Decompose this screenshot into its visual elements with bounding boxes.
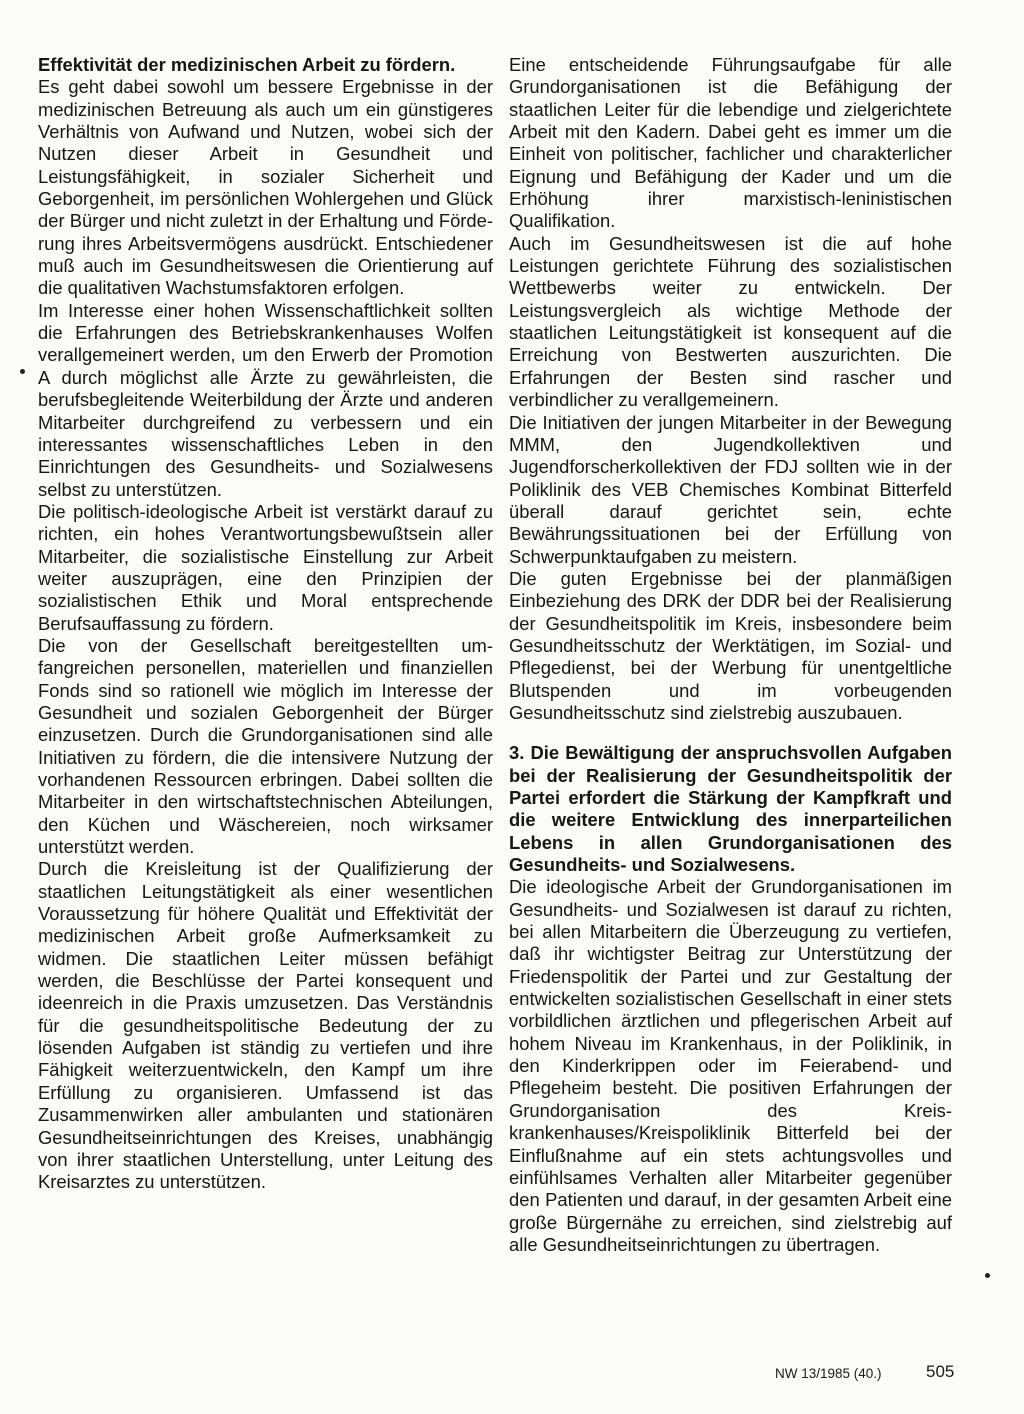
margin-dot-icon: [985, 1273, 990, 1278]
paragraph: Im Interesse einer hohen Wissenschaftlichkeit sollten die Erfahrungen des Betriebskrankenhauses Wolfen verallgemeinert werden, um den Erwerb der Promotion A durch möglichst alle Ärzte zu gewährleisten, die berufsbegleitende Weiterbildung der Ärzte und anderen Mitarbeiter durchgreifend zu verbessern und ein interessantes wissenschaftliches Leben in den Einrichtungen des Gesundheits- und Sozialwesens selbst zu unterstützen.: [38, 299, 493, 500]
paragraph: Die ideologische Arbeit der Grundorganisationen im Gesundheits- und Sozialwesen ist darauf zu richten, bei allen Mitarbeitern die Überzeugung zu vertiefen, daß ihr wichtigster Beitrag zur Unterstützung der Friedenspolitik der Partei und zur Gestaltung der entwickelten sozialistischen Gesellschaft in einer stets vorbildlichen ärztlichen und pflegerischen Arbeit auf hohem Niveau im Krankenhaus, in der Poliklinik, in den Kinderkrippen oder im Feierabend- und Pflegeheim besteht. Die positiven Erfahrungen der Grundorganisation des Kreiskrankenhauses/Kreispoliklinik Bitterfeld bei der Einflußnahme auf ein stets achtungsvolles und einfühlsames Verhalten aller Mitarbeiter gegenüber den Patienten und darauf, in der gesamten Arbeit eine große Bürgernähe zu erreichen, sind zielstrebig auf alle Gesundheitseinrichtungen zu übertragen.: [509, 876, 952, 1255]
paragraph: Durch die Kreisleitung ist der Qualifizierung der staatlichen Leitungstätigkeit als einer wesentlichen Voraussetzung für höhere Qualität und Effektivität der medizinischen Arbeit große Aufmerksamkeit zu widmen. Die staatlichen Leiter müssen befähigt werden, die Beschlüsse der Partei konsequent und ideenreich in die Praxis umzusetzen. Das Verständnis für die gesundheitspolitische Bedeutung der zu lösenden Aufgaben ist ständig zu vertiefen und ihre Fähigkeit weiterzuentwickeln, den Kampf um ihre Erfüllung zu organisieren. Umfassend ist das Zusammenwirken aller ambulanten und stationären Gesundheitseinrichtungen des Kreises, unabhängig von ihrer staatlichen Unterstellung, unter Leitung des Kreisarztes zu unterstützen.: [38, 858, 493, 1193]
paragraph: Eine entscheidende Führungsaufgabe für alle Grundorganisationen ist die Befähigung der staatlichen Leiter für die lebendige und zielgerichtete Arbeit mit den Kadern. Dabei geht es immer um die Einheit von politischer, fachlicher und charakterlicher Eignung und Befähigung der Kader und um die Erhöhung ihrer marxistisch-leninistischen Qualifikation.: [509, 54, 952, 232]
publication-reference: NW 13/1985 (40.): [775, 1366, 882, 1381]
right-column: [509, 54, 952, 1256]
paragraph: Die guten Ergebnisse bei der planmäßigen Einbeziehung des DRK der DDR bei der Realisierung der Gesundheitspolitik im Kreis, insbesondere beim Gesundheitsschutz der Werktätigen, im Sozial- und Pflegedienst, bei der Werbung für unentgeltliche Blutspenden und im vorbeugenden Gesundheitsschutz sind zielstrebig auszubauen.: [509, 567, 952, 723]
continued-heading: Effektivität der medizinischen Arbeit zu fördern.: [38, 54, 456, 75]
paragraph: Die Initiativen der jungen Mitarbeiter in der Bewegung MMM, den Jugendkollektiven und Jugendforscherkollektiven der FDJ sollten wie in der Poliklinik des VEB Chemisches Kombinat Bitterfeld überall darauf gerichtet sein, echte Bewährungssituationen bei der Erfüllung von Schwerpunktaufgaben zu meistern.: [509, 411, 952, 567]
left-column: [38, 54, 493, 1194]
paragraph: Die von der Gesellschaft bereitgestellten umfangreichen personellen, materiellen und finanziellen Fonds sind so rationell wie möglich im Interesse der Gesundheit und sozialen Geborgenheit der Bürger einzusetzen. Durch die Grundorganisationen sind alle Initiativen zu fördern, die die intensivere Nutzung der vorhandenen Ressourcen erbringen. Dabei sollten die Mitarbeiter in den wirtschaftstechnischen Abteilungen, den Küchen und Wäschereien, noch wirksamer unterstützt werden.: [38, 634, 493, 858]
section-heading: 3. Die Bewältigung der anspruchsvollen Aufgaben bei der Realisierung der Gesundheitspolitik der Partei erfordert die Stärkung der Kampfkraft und die weitere Entwicklung des innerparteilichen Lebens in allen Grundorganisationen des Gesundheits- und Sozialwesens.: [509, 742, 952, 876]
page-number: 505: [926, 1362, 955, 1381]
paragraph: Die politisch-ideologische Arbeit ist verstärkt darauf zu richten, ein hohes Verantwortungsbewußtsein aller Mitarbeiter, die sozialistische Einstellung zur Arbeit weiter auszuprägen, eine den Prinzipien der sozialistischen Ethik und Moral entsprechende Berufsauffassung zu fördern.: [38, 500, 493, 634]
paragraph: Auch im Gesundheitswesen ist die auf hohe Leistungen gerichtete Führung des sozialistischen Wettbewerbs weiter zu entwickeln. Der Leistungsvergleich als wichtige Methode der staatlichen Leitungstätigkeit ist konsequent auf die Erreichung von Bestwerten auszurichten. Die Erfahrungen der Besten sind rascher und verbindlicher zu verallgemeinern.: [509, 232, 952, 411]
margin-dot-icon: [20, 369, 25, 374]
paragraph: Es geht dabei sowohl um bessere Ergebnisse in der medizinischen Betreuung als auch um ein günstigeres Verhältnis von Aufwand und Nutzen, wobei sich der Nutzen dieser Arbeit in Gesundheit und Leistungsfähigkeit, in sozialer Sicherheit und Geborgenheit, im persönlichen Wohlergehen und Glück der Bürger und nicht zuletzt in der Erhaltung und Förderung ihres Arbeitsvermögens ausdrückt. Entschiedener muß auch im Gesundheitswesen die Orientierung auf die qualitativen Wachstumsfaktoren erfolgen.: [38, 76, 493, 299]
